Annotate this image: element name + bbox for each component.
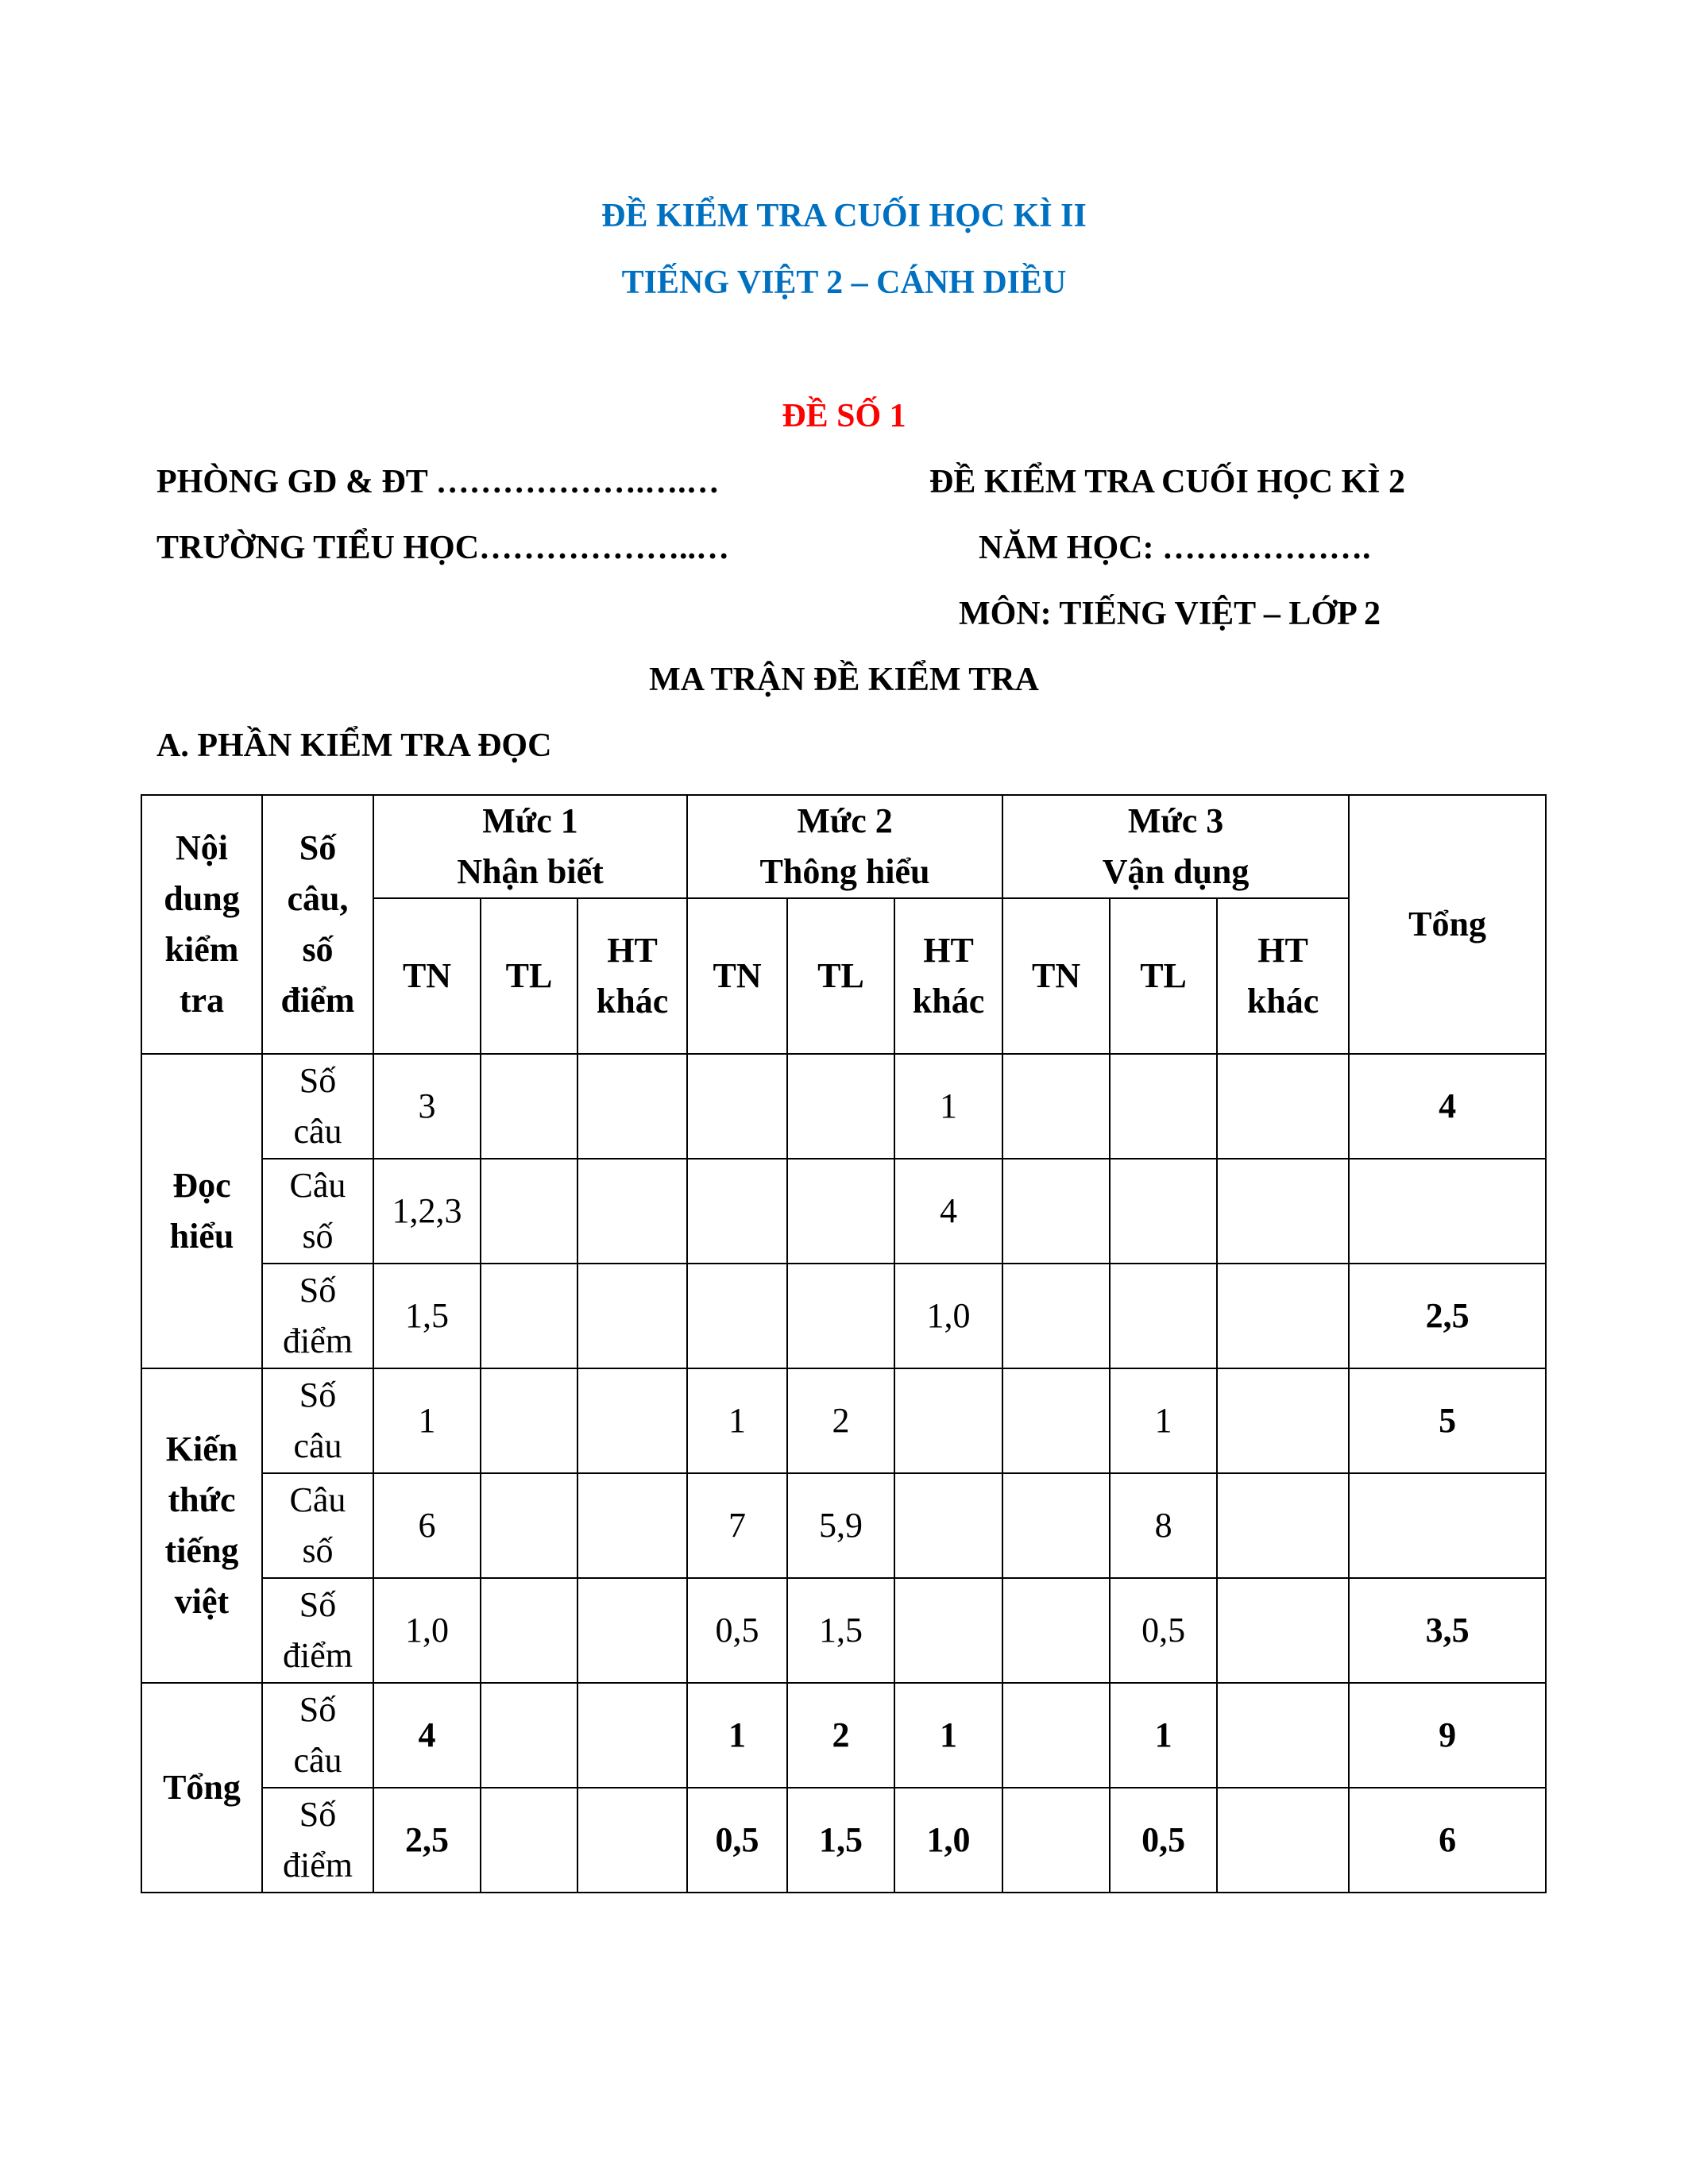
value-cell: [1217, 1788, 1349, 1893]
row-label-text: câu: [293, 1741, 342, 1780]
row-label-text: Câu: [289, 1480, 346, 1519]
value-cell: [481, 1264, 577, 1368]
row-label-text: số: [302, 1531, 334, 1570]
row-label-text: Câu: [289, 1166, 346, 1205]
table-row: [141, 1368, 1546, 1473]
value-cell: [481, 1578, 577, 1683]
group-name-text: thức: [168, 1480, 236, 1519]
value-cell: [1110, 1159, 1217, 1264]
value-cell: [1217, 1578, 1349, 1683]
header-so-cau-text: Số: [299, 828, 337, 867]
row-label-text: điểm: [283, 1846, 353, 1885]
value-cell: [1110, 1368, 1217, 1473]
value-cell: [373, 1473, 481, 1578]
header-level-1-text: Mức 1: [482, 801, 578, 840]
value-cell-text: 8: [1154, 1506, 1172, 1545]
value-cell-text: 1,5: [819, 1611, 863, 1650]
table-row: [141, 1683, 1546, 1788]
value-cell: [787, 1578, 894, 1683]
value-cell: [787, 1473, 894, 1578]
value-cell-text: 1: [940, 1715, 958, 1754]
row-label: [262, 1578, 373, 1683]
value-cell: [1217, 1368, 1349, 1473]
row-label-text: Số: [299, 1795, 337, 1834]
header-level-3-text: Vận dụng: [1102, 852, 1250, 891]
header-ht-khac: [1217, 898, 1349, 1054]
value-cell-text: 6: [418, 1506, 436, 1545]
header-tn: [1002, 898, 1110, 1054]
group-name-text: Đọc: [172, 1166, 231, 1205]
header-noi-dung-text: dung: [164, 879, 240, 918]
exam-heading-right: ĐỀ KIỂM TRA CUỐI HỌC KÌ 2: [929, 464, 1405, 500]
value-cell-text: 7: [728, 1506, 747, 1545]
header-total: [1349, 795, 1546, 1054]
value-cell: [1002, 1159, 1110, 1264]
value-cell: [481, 1683, 577, 1788]
header-level-1: [373, 795, 687, 898]
header-tn: [687, 898, 787, 1054]
value-cell-text: 1: [728, 1401, 747, 1440]
row-total-text: 9: [1439, 1715, 1457, 1754]
value-cell: [687, 1159, 787, 1264]
header-ht-khac-text: khác: [596, 982, 669, 1021]
value-cell: [687, 1264, 787, 1368]
value-cell: [1002, 1473, 1110, 1578]
exam-matrix-table: [141, 794, 1547, 1893]
value-cell: [577, 1578, 687, 1683]
row-label: [262, 1264, 373, 1368]
value-cell: [894, 1368, 1002, 1473]
value-cell: [1110, 1578, 1217, 1683]
header-so-cau-text: điểm: [280, 981, 355, 1020]
value-cell-text: 1: [1154, 1401, 1172, 1440]
value-cell: [787, 1683, 894, 1788]
header-level-3: [1002, 795, 1349, 898]
row-label-text: Số: [299, 1271, 337, 1310]
row-label-text: Số: [299, 1585, 337, 1624]
section-a-heading: A. PHẦN KIỂM TRA ĐỌC: [156, 727, 552, 764]
row-total: [1349, 1159, 1546, 1264]
value-cell: [787, 1159, 894, 1264]
value-cell: [373, 1159, 481, 1264]
value-cell: [894, 1159, 1002, 1264]
value-cell-text: 3: [418, 1086, 436, 1125]
value-cell: [687, 1788, 787, 1893]
header-tn-text: TN: [713, 956, 762, 995]
value-cell-text: 1,0: [926, 1820, 971, 1859]
value-cell: [687, 1683, 787, 1788]
header-ht-khac: [577, 898, 687, 1054]
row-label: [262, 1788, 373, 1893]
value-cell-text: 0,5: [1141, 1820, 1186, 1859]
subject-line: MÔN: TIẾNG VIỆT – LỚP 2: [959, 596, 1381, 632]
value-cell: [373, 1683, 481, 1788]
row-total-text: 4: [1439, 1086, 1457, 1125]
value-cell: [787, 1264, 894, 1368]
value-cell: [1110, 1683, 1217, 1788]
value-cell-text: 0,5: [715, 1820, 759, 1859]
table-row: [141, 1578, 1546, 1683]
value-cell: [1217, 1264, 1349, 1368]
header-so-cau-text: câu,: [287, 879, 349, 918]
group-name-text: tiếng: [164, 1531, 239, 1570]
value-cell-text: 4: [418, 1715, 436, 1754]
row-label-text: điểm: [283, 1636, 353, 1675]
school-line: TRƯỜNG TIỂU HỌC………………..…: [156, 530, 730, 566]
value-cell-text: 0,5: [715, 1611, 759, 1650]
value-cell-text: 1,5: [405, 1296, 449, 1335]
value-cell: [1217, 1054, 1349, 1159]
table-row: [141, 1264, 1546, 1368]
value-cell-text: 2: [832, 1715, 850, 1754]
header-tl: [1110, 898, 1217, 1054]
value-cell: [481, 1054, 577, 1159]
value-cell: [1110, 1788, 1217, 1893]
value-cell-text: 2: [832, 1401, 850, 1440]
row-total-text: 6: [1439, 1820, 1457, 1859]
value-cell: [577, 1054, 687, 1159]
value-cell: [1217, 1683, 1349, 1788]
value-cell: [894, 1054, 1002, 1159]
value-cell: [481, 1788, 577, 1893]
value-cell: [787, 1788, 894, 1893]
value-cell: [687, 1473, 787, 1578]
exam-number: ĐỀ SỐ 1: [782, 398, 906, 434]
value-cell: [894, 1473, 1002, 1578]
row-total: [1349, 1368, 1546, 1473]
value-cell: [1002, 1054, 1110, 1159]
value-cell: [1217, 1159, 1349, 1264]
value-cell: [1002, 1683, 1110, 1788]
value-cell: [577, 1473, 687, 1578]
table-row: [141, 1054, 1546, 1159]
row-label: [262, 1368, 373, 1473]
value-cell: [787, 1054, 894, 1159]
value-cell: [577, 1264, 687, 1368]
row-total-text: 3,5: [1425, 1611, 1470, 1650]
header-ht-khac-text: khác: [912, 982, 985, 1021]
value-cell: [894, 1788, 1002, 1893]
value-cell: [481, 1473, 577, 1578]
header-tn-text: TN: [1032, 956, 1081, 995]
header-tl: [787, 898, 894, 1054]
phong-gd-line: PHÒNG GD & ĐT ……………….….…: [156, 464, 720, 500]
value-cell: [1217, 1473, 1349, 1578]
header-tl: [481, 898, 577, 1054]
row-label-text: điểm: [283, 1322, 353, 1360]
header-level-1-text: Nhận biết: [457, 852, 604, 891]
value-cell-text: 1: [418, 1401, 436, 1440]
row-total: [1349, 1683, 1546, 1788]
matrix-title: MA TRẬN ĐỀ KIỂM TRA: [649, 662, 1039, 698]
header-tn: [373, 898, 481, 1054]
row-label: [262, 1159, 373, 1264]
header-so-cau-text: số: [302, 930, 334, 969]
row-label-text: câu: [293, 1426, 342, 1465]
row-total: [1349, 1264, 1546, 1368]
value-cell-text: 1,0: [926, 1296, 971, 1335]
value-cell-text: 0,5: [1141, 1611, 1186, 1650]
value-cell: [481, 1368, 577, 1473]
row-total: [1349, 1788, 1546, 1893]
value-cell: [373, 1368, 481, 1473]
value-cell-text: 1: [1154, 1715, 1172, 1754]
header-ht-khac-text: khác: [1246, 982, 1319, 1021]
value-cell: [894, 1264, 1002, 1368]
header-so-cau: [262, 795, 373, 1054]
value-cell: [1002, 1788, 1110, 1893]
value-cell-text: 1,0: [405, 1611, 449, 1650]
exam-title: ĐỀ KIỂM TRA CUỐI HỌC KÌ II: [601, 198, 1087, 234]
value-cell-text: 1: [728, 1715, 747, 1754]
value-cell: [787, 1368, 894, 1473]
value-cell: [1002, 1578, 1110, 1683]
value-cell: [1110, 1264, 1217, 1368]
row-label: [262, 1473, 373, 1578]
value-cell: [577, 1683, 687, 1788]
row-label-text: Số: [299, 1376, 337, 1414]
value-cell-text: 2,5: [405, 1820, 449, 1859]
group-name: [141, 1368, 262, 1683]
header-noi-dung-text: tra: [179, 981, 225, 1020]
value-cell: [687, 1368, 787, 1473]
row-label-text: số: [302, 1217, 334, 1256]
header-tn-text: TN: [402, 956, 452, 995]
value-cell: [1110, 1473, 1217, 1578]
value-cell: [373, 1054, 481, 1159]
header-row-levels: [141, 795, 1546, 898]
row-total-text: 5: [1439, 1401, 1457, 1440]
group-name-text: hiểu: [169, 1217, 234, 1256]
value-cell: [1110, 1054, 1217, 1159]
header-level-2: [687, 795, 1002, 898]
value-cell: [577, 1788, 687, 1893]
exam-subtitle: TIẾNG VIỆT 2 – CÁNH DIỀU: [621, 264, 1067, 301]
row-total: [1349, 1578, 1546, 1683]
header-noi-dung-text: Nội: [176, 828, 228, 867]
value-cell: [687, 1578, 787, 1683]
value-cell: [373, 1788, 481, 1893]
value-cell-text: 1: [940, 1086, 958, 1125]
value-cell: [894, 1578, 1002, 1683]
group-name-text: việt: [174, 1582, 230, 1621]
group-name-text: Kiến: [165, 1430, 238, 1468]
header-level-3-text: Mức 3: [1127, 801, 1224, 840]
header-noi-dung: [141, 795, 262, 1054]
value-cell-text: 1,5: [819, 1820, 863, 1859]
header-level-2-text: Mức 2: [797, 801, 893, 840]
value-cell: [577, 1159, 687, 1264]
row-label: [262, 1683, 373, 1788]
header-total-text: Tổng: [1408, 905, 1486, 943]
header-noi-dung-text: kiểm: [164, 930, 239, 969]
group-name-text: Tổng: [163, 1768, 241, 1807]
value-cell: [894, 1683, 1002, 1788]
table-row: [141, 1159, 1546, 1264]
row-label-text: Số: [299, 1690, 337, 1729]
row-total: [1349, 1054, 1546, 1159]
group-name: [141, 1054, 262, 1368]
header-ht-khac: [894, 898, 1002, 1054]
header-level-2-text: Thông hiểu: [759, 852, 930, 891]
header-tl-text: TL: [1140, 956, 1187, 995]
header-ht-khac-text: HT: [607, 931, 658, 970]
value-cell: [687, 1054, 787, 1159]
row-label-text: câu: [293, 1112, 342, 1151]
value-cell: [373, 1578, 481, 1683]
header-tl-text: TL: [817, 956, 864, 995]
school-year-line: NĂM HỌC: ……………….: [979, 530, 1371, 566]
value-cell: [1002, 1264, 1110, 1368]
value-cell-text: 1,2,3: [392, 1191, 462, 1230]
value-cell: [577, 1368, 687, 1473]
row-total: [1349, 1473, 1546, 1578]
row-total-text: 2,5: [1425, 1296, 1470, 1335]
row-label-text: Số: [299, 1061, 337, 1100]
value-cell-text: 4: [940, 1191, 958, 1230]
header-tl-text: TL: [505, 956, 553, 995]
value-cell-text: 5,9: [819, 1506, 863, 1545]
value-cell: [373, 1264, 481, 1368]
table-row: [141, 1473, 1546, 1578]
header-ht-khac-text: HT: [923, 931, 974, 970]
header-ht-khac-text: HT: [1257, 931, 1308, 970]
group-name: [141, 1683, 262, 1893]
table-row: [141, 1788, 1546, 1893]
row-label: [262, 1054, 373, 1159]
value-cell: [1002, 1368, 1110, 1473]
value-cell: [481, 1159, 577, 1264]
